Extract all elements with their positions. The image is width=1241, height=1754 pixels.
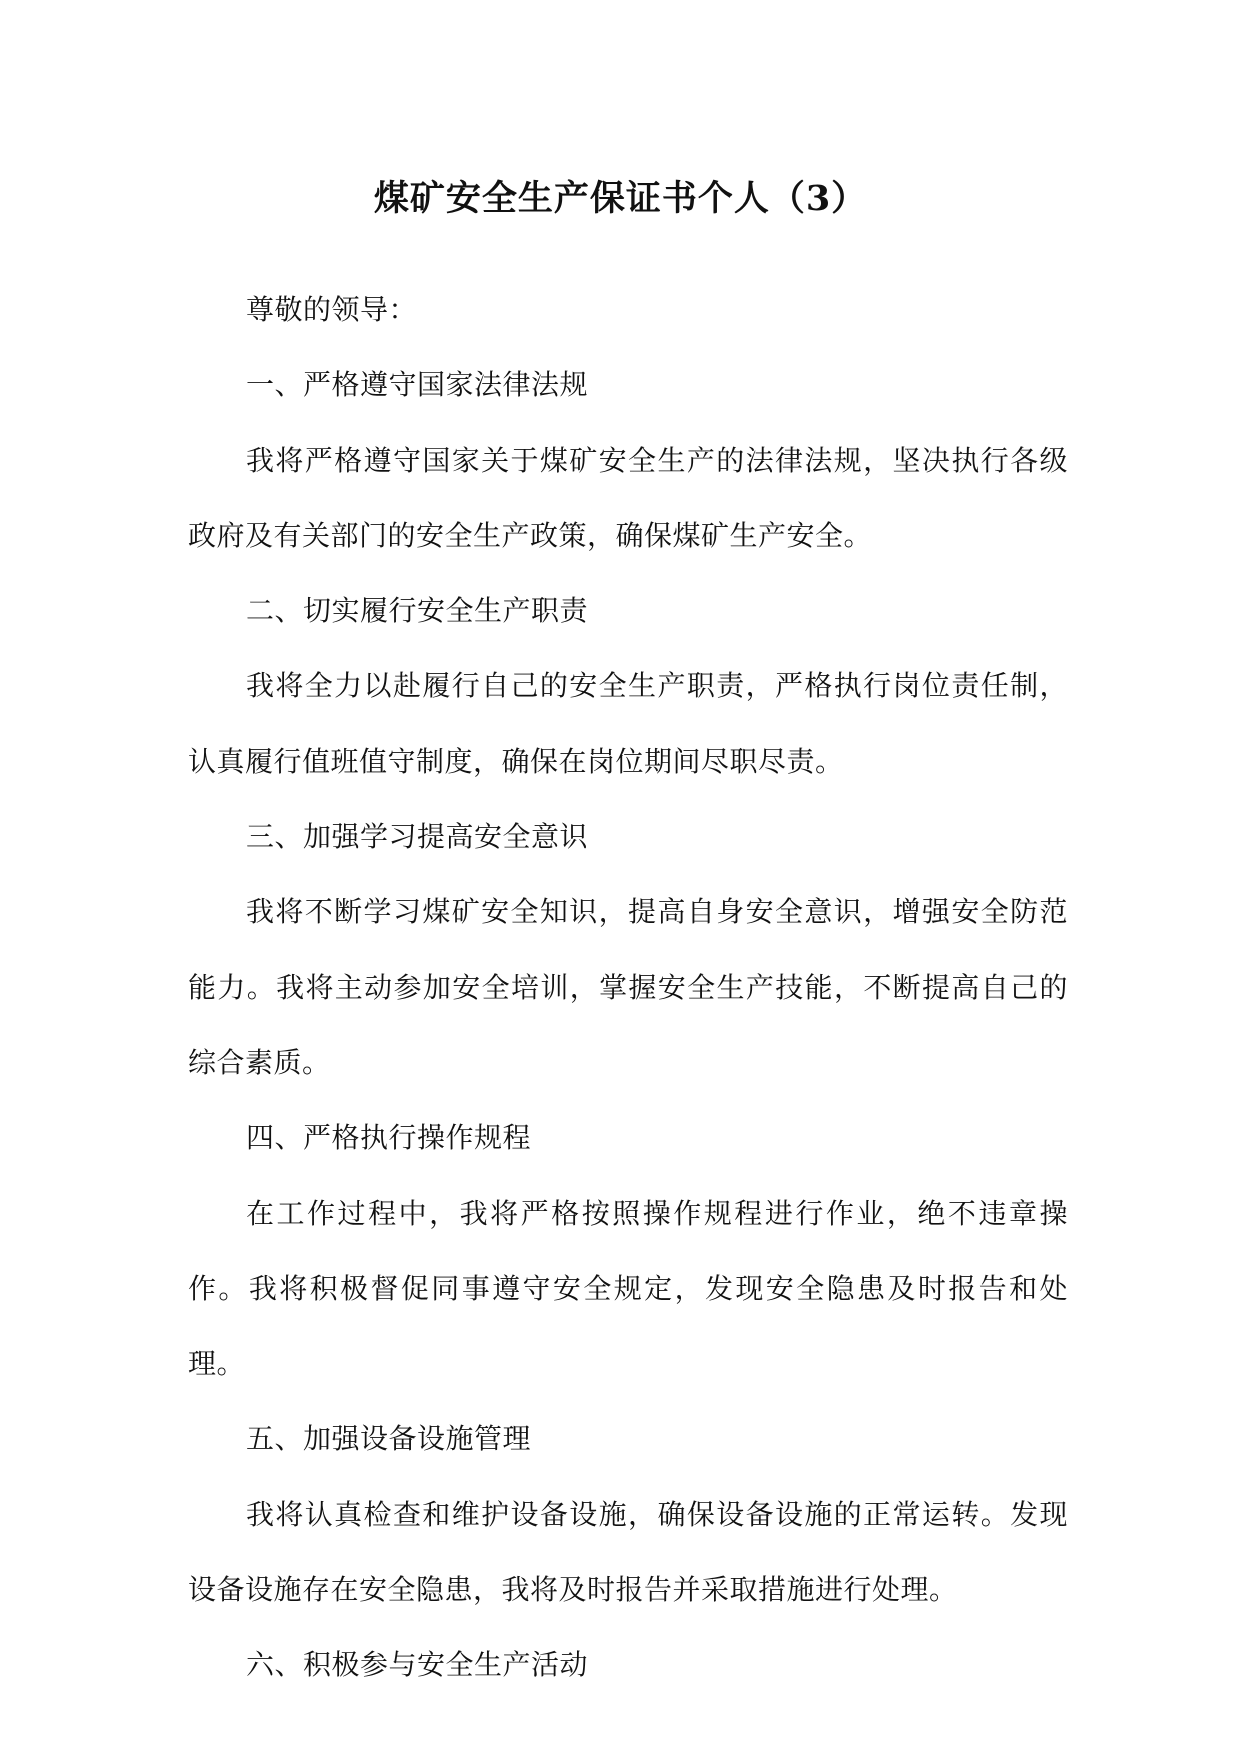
section-paragraph-4: 在工作过程中，我将严格按照操作规程进行作业，绝不违章操作。我将积极督促同事遵守安全规定，发现安全隐患及时报告和处理。: [188, 1196, 1068, 1381]
section-paragraph-5: 我将认真检查和维护设备设施，确保设备设施的正常运转。发现设备设施存在安全隐患，我将及时报告并采取措施进行处理。: [188, 1497, 1068, 1607]
section-heading-4: 四、严格执行操作规程: [246, 1121, 532, 1155]
section-paragraph-1: 我将严格遵守国家关于煤矿安全生产的法律法规，坚决执行各级政府及有关部门的安全生产政策，确保煤矿生产安全。: [188, 443, 1068, 552]
section-heading-6: 六、积极参与安全生产活动: [246, 1648, 589, 1682]
section-heading-1: 一、严格遵守国家法律法规: [246, 368, 589, 402]
section-heading-5: 五、加强设备设施管理: [246, 1422, 532, 1456]
salutation: 尊敬的领导：: [246, 293, 418, 326]
section-paragraph-2: 我将全力以赴履行自己的安全生产职责，严格执行岗位责任制，认真履行值班值守制度，确保在岗位期间尽职尽责。: [188, 669, 1068, 778]
section-paragraph-3: 我将不断学习煤矿安全知识，提高自身安全意识，增强安全防范能力。我将主动参加安全培训，掌握安全生产技能，不断提高自己的综合素质。: [188, 895, 1068, 1079]
document-title: 煤矿安全生产保证书个人（3）: [373, 178, 868, 220]
document-body: [188, 272, 1068, 1703]
section-heading-2: 二、切实履行安全生产职责: [246, 594, 589, 628]
section-heading-3: 三、加强学习提高安全意识: [246, 820, 589, 854]
